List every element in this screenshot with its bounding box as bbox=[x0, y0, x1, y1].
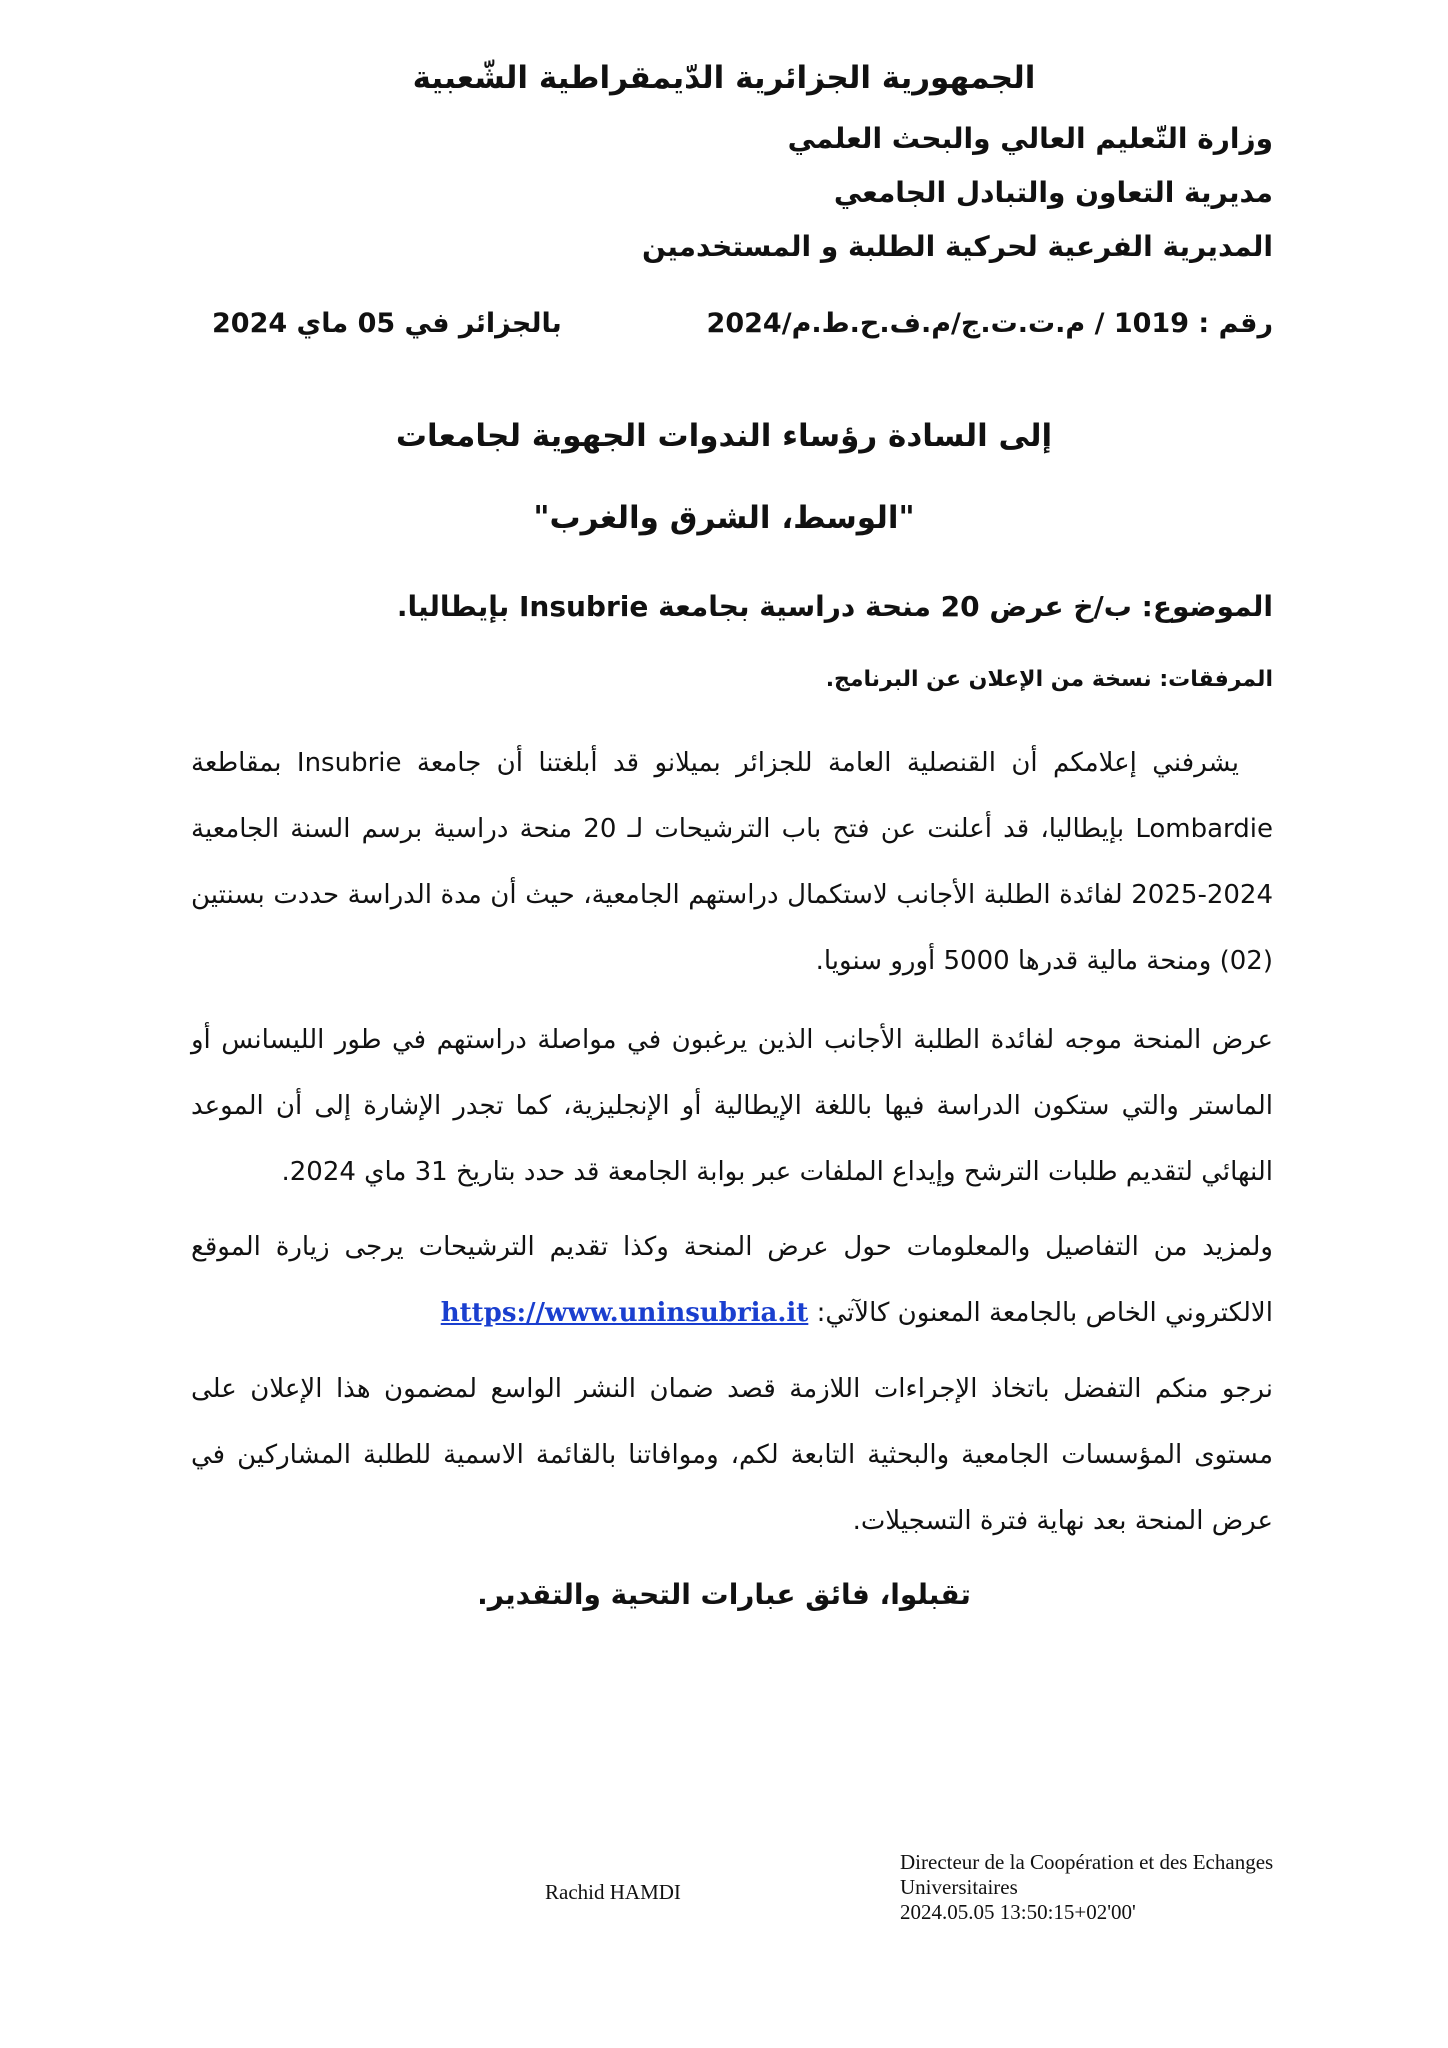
body-paragraph-2-text: عرض المنحة موجه لفائدة الطلبة الأجانب الذين يرغبون في مواصلة دراستهم في طور الليسانس أو الماستر والتي ستكون الدراسة فيها باللغة الإيطالية أو الإنجليزية، كما تجدر الإشارة إلى أن الموعد النهائي لتقديم طلبات الترشح وإيداع الملفات عبر بوابة الجامعة قد حدد بتاريخ 31 ماي 2024. bbox=[191, 1025, 1273, 1187]
ministry-name: وزارة التّعليم العالي والبحث العلمي bbox=[787, 122, 1273, 155]
reference-number: رقم : 1019 / م.ت.ت.ج/م.ف.ح.ط.م/2024 bbox=[706, 308, 1273, 339]
place-date: بالجزائر في 05 ماي 2024 bbox=[212, 308, 562, 339]
signatory-title-line-1: Directeur de la Coopération et des Echanges bbox=[900, 1850, 1274, 1874]
signature-timestamp: 2024.05.05 13:50:15+02'00' bbox=[900, 1900, 1136, 1924]
body-paragraph-4 bbox=[191, 1356, 1273, 1554]
signatory-name: Rachid HAMDI bbox=[545, 1880, 681, 1904]
attachments-line: المرفقات: نسخة من الإعلان عن البرنامج. bbox=[825, 667, 1273, 692]
body-paragraph-1 bbox=[191, 730, 1273, 994]
digital-signature-block bbox=[900, 1850, 1273, 1925]
body-paragraph-4-text: نرجو منكم التفضل باتخاذ الإجراءات اللازمة قصد ضمان النشر الواسع لمضمون هذا الإعلان على مستوى المؤسسات الجامعية والبحثية التابعة لكم، وموافاتنا بالقائمة الاسمية للطلبة المشاركين في عرض المنحة بعد نهاية فترة التسجيلات. bbox=[191, 1374, 1273, 1536]
body-paragraph-1-text: يشرفني إعلامكم أن القنصلية العامة للجزائر بميلانو قد أبلغتنا أن جامعة Insubrie بمقاطعة Lombardie بإيطاليا، قد أعلنت عن فتح باب الترشيحات لـ 20 منحة دراسية برسم السنة الجامعية 2024-2025 لفائدة الطلبة الأجانب لاستكمال دراستهم الجامعية، حيث أن مدة الدراسة حددت بسنتين (02) ومنحة مالية قدرها 5000 أورو سنويا. bbox=[191, 748, 1273, 976]
university-website-link[interactable]: https://www.uninsubria.it bbox=[440, 1298, 809, 1328]
addressee-line: إلى السادة رؤساء الندوات الجهوية لجامعات bbox=[395, 418, 1053, 454]
body-paragraph-3 bbox=[191, 1214, 1273, 1346]
subdirectorate-name: المديرية الفرعية لحركية الطلبة و المستخدمين bbox=[642, 230, 1273, 263]
addressee-regions: "الوسط، الشرق والغرب" bbox=[533, 500, 915, 536]
subject-line: الموضوع: ب/خ عرض 20 منحة دراسية بجامعة Insubrie بإيطاليا. bbox=[396, 590, 1273, 623]
directorate-name: مديرية التعاون والتبادل الجامعي bbox=[833, 176, 1273, 209]
republic-title: الجمهورية الجزائرية الدّيمقراطية الشّعبية bbox=[412, 60, 1036, 96]
body-paragraph-3-text: ولمزيد من التفاصيل والمعلومات حول عرض المنحة وكذا تقديم الترشيحات يرجى زيارة الموقع الالكتروني الخاص بالجامعة المعنون كالآتي: bbox=[191, 1232, 1273, 1328]
body-paragraph-2 bbox=[191, 1007, 1273, 1205]
signatory-title-line-2: Universitaires bbox=[900, 1875, 1018, 1899]
closing-salutation: تقبلوا، فائق عبارات التحية والتقدير. bbox=[477, 1578, 971, 1611]
